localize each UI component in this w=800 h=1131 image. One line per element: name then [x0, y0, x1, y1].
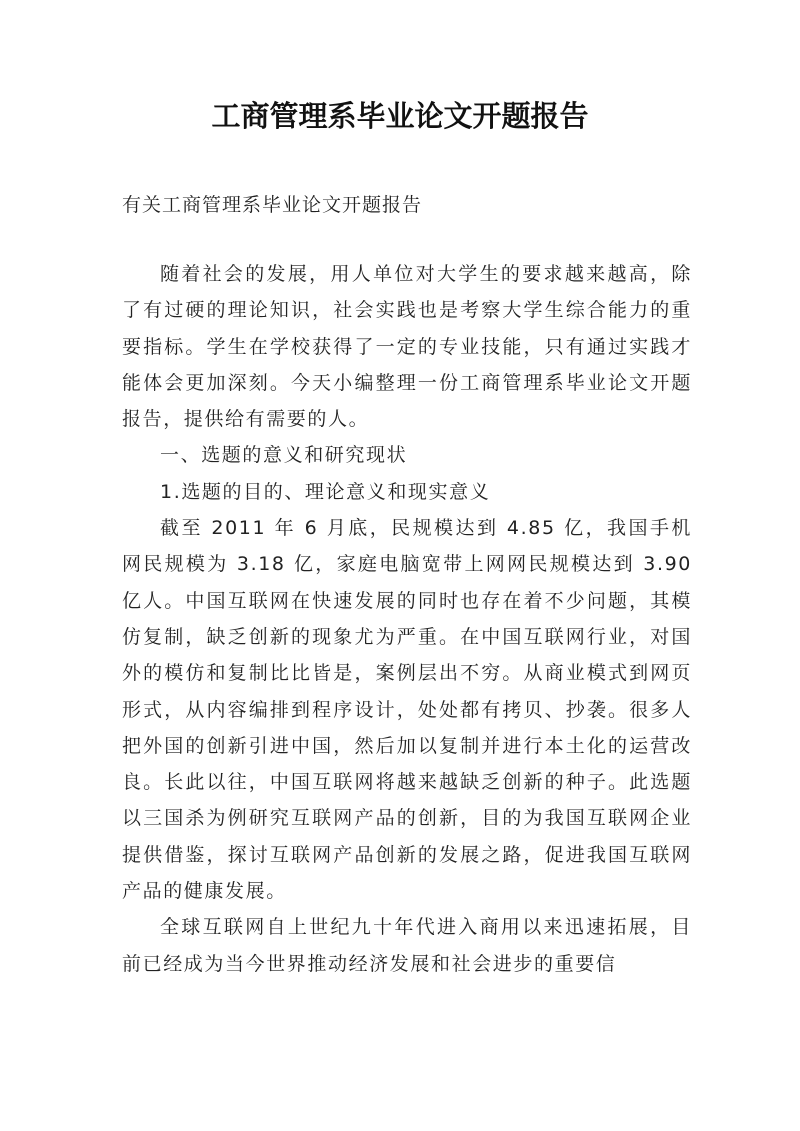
document-title: 工商管理系毕业论文开题报告	[211, 99, 589, 133]
intro-paragraph: 随着社会的发展，用人单位对大学生的要求越来越高，除了有过硬的理论知识，社会实践也是考察大学生综合能力的重要指标。学生在学校获得了一定的专业技能，只有通过实践才能体会更加深刻。今天小编整理一份工商管理系毕业论文开题报告，提供给有需要的人。	[122, 263, 692, 431]
section-heading: 一、选题的意义和研究现状	[160, 444, 408, 467]
document-body	[122, 256, 692, 982]
body-paragraph: 全球互联网自上世纪九十年代进入商用以来迅速拓展，目前已经成为当今世界推动经济发展和社会进步的重要信	[122, 916, 692, 975]
body-paragraph: 截至 2011 年 6 月底，民规模达到 4.85 亿，我国手机网民规模为 3.18 亿，家庭电脑宽带上网网民规模达到 3.90 亿人。中国互联网在快速发展的同时也存在着不少问题，其模仿复制，缺乏创新的现象尤为严重。在中国互联网行业，对国外的模仿和复制比比皆是，案例层出不穷。从商业模式到网页形式，从内容编排到程序设计，处处都有拷贝、抄袭。很多人把外国的创新引进中国，然后加以复制并进行本土化的运营改良。长此以往，中国互联网将越来越缺乏创新的种子。此选题以三国杀为例研究互联网产品的创新，目的为我国互联网企业提供借鉴，探讨互联网产品创新的发展之路，促进我国互联网产品的健康发展。	[122, 517, 692, 903]
document-subtitle: 有关工商管理系毕业论文开题报告	[122, 194, 423, 216]
subsection-heading: 1.选题的目的、理论意义和现实意义	[160, 480, 491, 503]
